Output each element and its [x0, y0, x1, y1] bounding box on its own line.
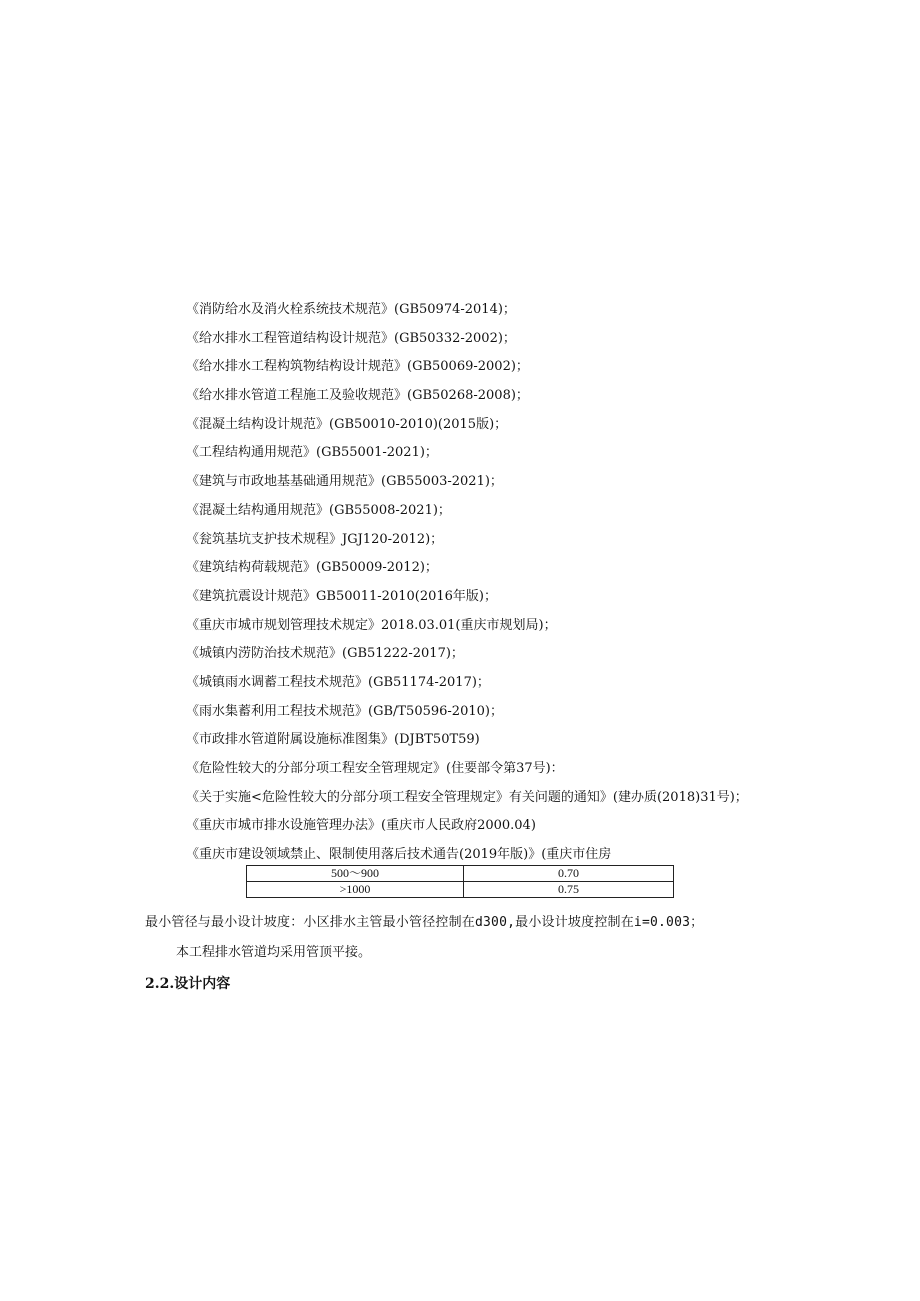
reference-item: 《城镇内涝防治技术规范》(GB51222-2017)；: [186, 646, 464, 662]
coefficient-table: [246, 865, 674, 898]
reference-item: 《关于实施<危险性较大的分部分项工程安全管理规定》有关问题的通知》(建办质(2018)31号)；: [186, 789, 748, 805]
reference-item: 《重庆市建设领域禁止、限制使用落后技术通告(2019年版)》(重庆市住房: [186, 847, 612, 863]
pipe-connection-paragraph: 本工程排水管道均采用管顶平接。: [176, 945, 372, 960]
reference-item: 《建筑与市政地基基础通用规范》(GB55003-2021)；: [186, 474, 503, 490]
reference-item: 《建筑抗震设计规范》GB50011-2010(2016年版)；: [186, 588, 497, 604]
reference-item: 《城镇雨水调蓄工程技术规范》(GB51174-2017)；: [186, 674, 490, 690]
reference-item: 《给水排水工程构筑物结构设计规范》(GB50069-2002)；: [186, 359, 529, 375]
reference-item: 《给水排水管道工程施工及验收规范》(GB50268-2008)；: [186, 388, 529, 404]
table-row: [247, 882, 674, 898]
reference-item: 《给水排水工程管道结构设计规范》(GB50332-2002)；: [186, 330, 516, 346]
reference-item: 《雨水集蓄利用工程技术规范》(GB/T50596-2010)；: [186, 703, 503, 719]
section-heading: 2.2.设计内容: [145, 976, 231, 992]
reference-item: 《混凝土结构设计规范》(GB50010-2010)(2015版)；: [186, 416, 508, 432]
table-cell: >1000: [247, 882, 464, 898]
reference-item: 《危险性较大的分部分项工程安全管理规定》(住要部令第37号)：: [186, 761, 564, 776]
reference-item: 《重庆市城市排水设施管理办法》(重庆市人民政府2000.04): [186, 818, 536, 834]
reference-item: 《市政排水管道附属设施标准图集》(DJBT50T59): [186, 732, 480, 748]
table-cell: 500～900: [247, 866, 464, 882]
table-row: [247, 866, 674, 882]
reference-item: 《重庆市城市规划管理技术规定》2018.03.01(重庆市规划局)；: [186, 617, 557, 633]
pipe-diameter-paragraph: 最小管径与最小设计坡度：小区排水主管最小管径控制在d300,最小设计坡度控制在i=0.003；: [145, 915, 704, 930]
reference-item: 《混凝土结构通用规范》(GB55008-2021)；: [186, 502, 451, 518]
reference-list: [186, 301, 836, 875]
reference-item: 《工程结构通用规范》(GB55001-2021)；: [186, 445, 438, 461]
reference-item: 《瓮筑基坑支护技术规程》JGJ120-2012)；: [186, 531, 444, 547]
reference-item: 《建筑结构荷载规范》(GB50009-2012)；: [186, 560, 438, 576]
reference-item: 《消防给水及消火栓系统技术规范》(GB50974-2014)；: [186, 302, 516, 317]
table-cell: 0.75: [464, 882, 674, 898]
table-cell: 0.70: [464, 866, 674, 882]
